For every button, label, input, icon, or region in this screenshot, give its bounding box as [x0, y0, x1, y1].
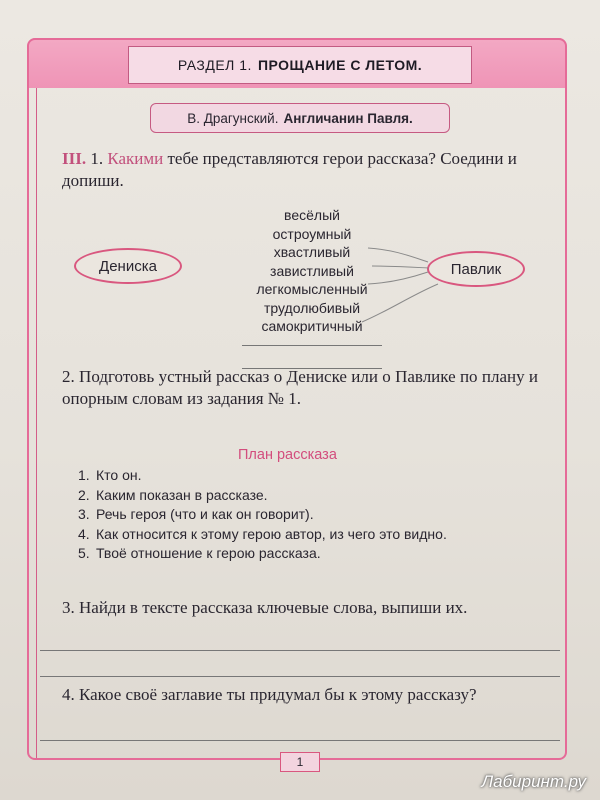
character-oval-deniska[interactable]: Дениска [74, 248, 182, 284]
task-1-number: 1. [90, 149, 104, 168]
answer-line[interactable] [242, 345, 382, 346]
plan-list [78, 466, 548, 564]
trait-word: самокритичный [261, 318, 363, 334]
plan-item-number: 3. [78, 506, 90, 523]
plan-item-text: Твоё отношение к герою рассказа. [96, 545, 321, 562]
story-name: Англичанин Павля. [283, 110, 413, 126]
task-1 [62, 148, 562, 192]
answer-line[interactable] [40, 650, 560, 651]
task-part-number: III. [62, 149, 87, 168]
trait-word: легкомысленный [256, 281, 368, 297]
section-label: РАЗДЕЛ 1. [177, 57, 252, 73]
character-oval-pavlik[interactable]: Павлик [427, 251, 525, 287]
story-author: В. Драгунский. [187, 110, 279, 126]
trait-word: остроумный [272, 225, 352, 242]
plan-item-number: 2. [78, 486, 90, 503]
answer-line[interactable] [40, 740, 560, 741]
task-2: 2. Подготовь устный рассказ о Дениске или о Павлике по плану и опорным словам из задания № 1. [62, 367, 538, 408]
plan-item [78, 466, 548, 486]
plan-item [78, 544, 548, 564]
task-3: 3. Найди в тексте рассказа ключевые слова, выпиши их. [62, 598, 468, 617]
trait-word: хвастливый [273, 244, 351, 260]
section-header [128, 46, 472, 84]
plan-item-text: Как относится к этому герою автор, из чего это видно. [96, 525, 447, 542]
trait-word: весёлый [284, 207, 340, 223]
watermark: Лабиринт.ру [481, 772, 586, 791]
task-1-text: тебе представляются герои рассказа? Соедини и допиши. [62, 149, 517, 190]
trait-word: завистливый [270, 262, 354, 279]
margin-line [36, 88, 37, 758]
plan-item [78, 486, 548, 506]
plan-item-text: Каким показан в рассказе. [96, 486, 268, 503]
trait-word-list [232, 206, 392, 336]
plan-item [78, 505, 548, 525]
answer-line[interactable] [40, 676, 560, 677]
plan-item-number: 1. [78, 467, 90, 483]
trait-word: трудолюбивый [263, 299, 361, 316]
plan-item-number: 5. [78, 545, 90, 562]
task-4: 4. Какое своё заглавие ты придумал бы к этому рассказу? [62, 685, 477, 704]
plan-item [78, 525, 548, 545]
plan-title: План рассказа [238, 447, 337, 463]
story-title [150, 103, 450, 133]
plan-item-text: Кто он. [96, 467, 142, 483]
page-number: 1 [280, 752, 320, 772]
plan-item-text: Речь героя (что и как он говорит). [96, 506, 314, 523]
task-1-highlight: Какими [107, 149, 164, 168]
section-title: ПРОЩАНИЕ С ЛЕТОМ. [257, 57, 423, 73]
plan-item-number: 4. [78, 525, 90, 542]
